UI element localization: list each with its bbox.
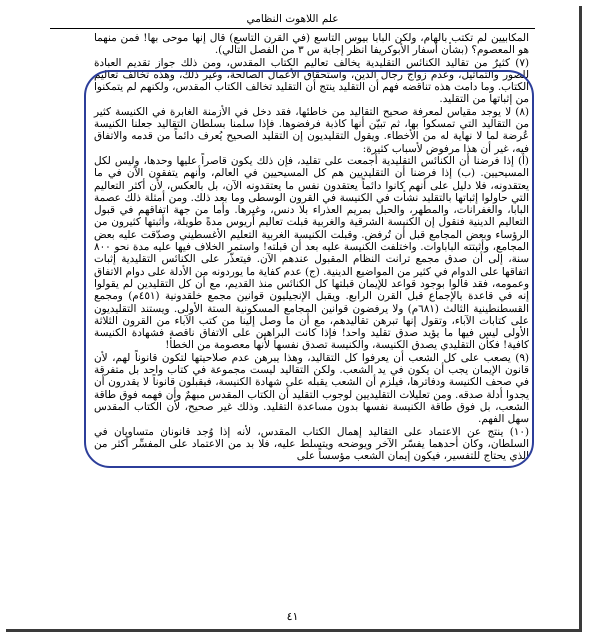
page-body [94,32,529,462]
running-header: علم اللاهوت النظامي [50,10,535,29]
paragraph: المكابيين لم تكتب بالهام، ولكن البابا بيوس التاسع (في القرن التاسع) قال إنها موحى بها! فمن منهما هو المعصوم؟ (بشأن أسفار الأبوكريفا انظر إجابة س ٣ من الفصل التالي). [94,32,529,57]
page-number: ٤١ [286,610,299,623]
paragraph: (١٠) ينتج عن الاعتماد على التقاليد إهمال الكتاب المقدس، لأنه إذا وُجد قانونان متساويان في السلطان، وكان أحدهما يفسّر الآخر ويوضحه ويتسلط عليه، فلا بد من الاعتماد على المفسِّر أكثر من الذي يحتاج للتفسير، فيكون إيمان الشعب مؤسساً على [94,425,529,463]
document-page [6,6,582,632]
paragraph: (٨) لا يوجد مقياس لمعرفة صحيح التقاليد من خاطئها، فقد دخل في الأزمنة الغابرة في الكنيسة كثير من التقاليد التي تمسكوا بها، ثم تبيّن أنها كاذبة فرفضوها. فإذا سلمنا بسلطان التقاليد جعلنا الكنيسة عُرضة لما لا نهاية له من الأخطاء. ويقول التقليديون إن التقليد الصحيح يُعرف دائماً من قدمه والاتفاق فيه، غير أن هذا مرفوض لأسباب كثيرة: [94,105,529,155]
paragraph: (أ) إذا فرضنا أن الكنائس التقليدية أجمعت على تقليد، فإن ذلك يكون قاصراً عليها وحدها، وليس لكل المسيحيين. (ب) إذا فرضنا أن التقليديين هم كل المسيحيين في العالم، وأنهم يتفقون الآن في ما يعتقدونه، فلا دليل على أنهم كانوا دائماً يعتقدون نفس ما يعتقدونه الآن، بل بالعكس، لأن أكثر التعاليم التي حاولوا إثباتها بالتقليد نشأت في الكنيسة في القرون الوسطى وما بعد ذلك. ومن أمثلة ذلك عصمة البابا، والغفرانات، والمطهر، والحبل بمريم العذراء بلا دنس، وغيرها. وأما من جهة اتفاقهم في قبول التعاليم الدينية فنقول إن الكنيسة الشرقية والغربية قبلت تعاليم أريوس مدةً طويلة، وأثبتها كثيرون من الرؤساء وبعض المجامع قبل أن تُرفض. وقبلت الكنيسة الغربية التعليم الأغسطيني وصدّقت عليه بعض المجامع، وأثبتته الباباوات. واختلفت الكنيسة عليه بعد أن قبلته! واستمر الخلاف فيها عليه مدة نحو ٨٠٠ سنة، إلى أن صدق مجمع ترانت النظام المقبول عندهم الآن. فيتعذّر على الكنائس التقليدية إثبات اتفاقها على الدوام في كثير من المواضيع الدينية. (ج) عدم كفاية ما يوردونه من الأدلة على دوام الاتفاق وعمومه، فقد قالوا بوجود قواعد للإيمان قبلتها كل الكنائس منذ القديم، مع أن كل التقليدين لم يقولوا إنه في قاعدة بالإجماع قبل القرن الرابع. ويقبل الإنجيليون قوانين مجمع خلقدونية (٤٥١م) ومجمع القسطنطينية الثالث (٦٨١م) ولا يرفضون قوانين المجامع المسكونية الستة الأولى. ويستند التقليديون على كتابات الآباء، وتقول إنها تبرهن تقاليدهم، مع أن ما وصل إلينا من كتب الآباء من القرون الثلاثة الأولى ليس فيها ما يؤيد صدق تقليد واحد! فإذا كانت البراهين على الاتفاق ناقصة فشهادة الكنيسة كافية! فكأن التقليدي يصدق الكنيسة، والكنيسة تصدق نفسها لأنها معصومة من الخطأ! [94,154,529,352]
paragraph: (٧) كثيرٌ من تقاليد الكنائس التقليدية يخالف تعاليم الكتاب المقدس، ومن ذلك جواز تقديم العبادة للصور والتماثيل، وعدم زواج رجال الدين، واستحقاق الأعمال الصالحة، وغير ذلك، وهذه تخالف تعاليم الكتاب. وما دامت هذه تناقضه فهم أن التقليد ينتج أن التقليد تخالف الكتاب المقدس، ولكنهم لم يتمكنوا من إثباتها من التقليد. [94,56,529,106]
paragraph: (٩) يصعب على كل الشعب أن يعرفوا كل التقاليد، وهذا يبرهن عدم صلاحيتها لتكون قانوناً لهم، لأن قانون الإيمان يجب أن يكون في يد الشعب. ولكن التقاليد ليست مجموعة في كتاب واحد بل متفرقة في صحف الكنيسة ودفاترها، فيلزم أن الشعب يقبله على شهادة الكنيسة، فيقبلون قانوناً لا يقدرون أن يجدوا أدلة صدقه. ومن تعليلات التقليديين لوجوب التقليد أن الكتاب المقدس مبهمٌ وأن فهمه فوق طاقة الشعب، بل فوق طاقة الكنيسة نفسها بدون مساعدة التقليد. وذلك غير صحيح، لأن الكتاب المقدس سهل الفهم. [94,351,529,426]
